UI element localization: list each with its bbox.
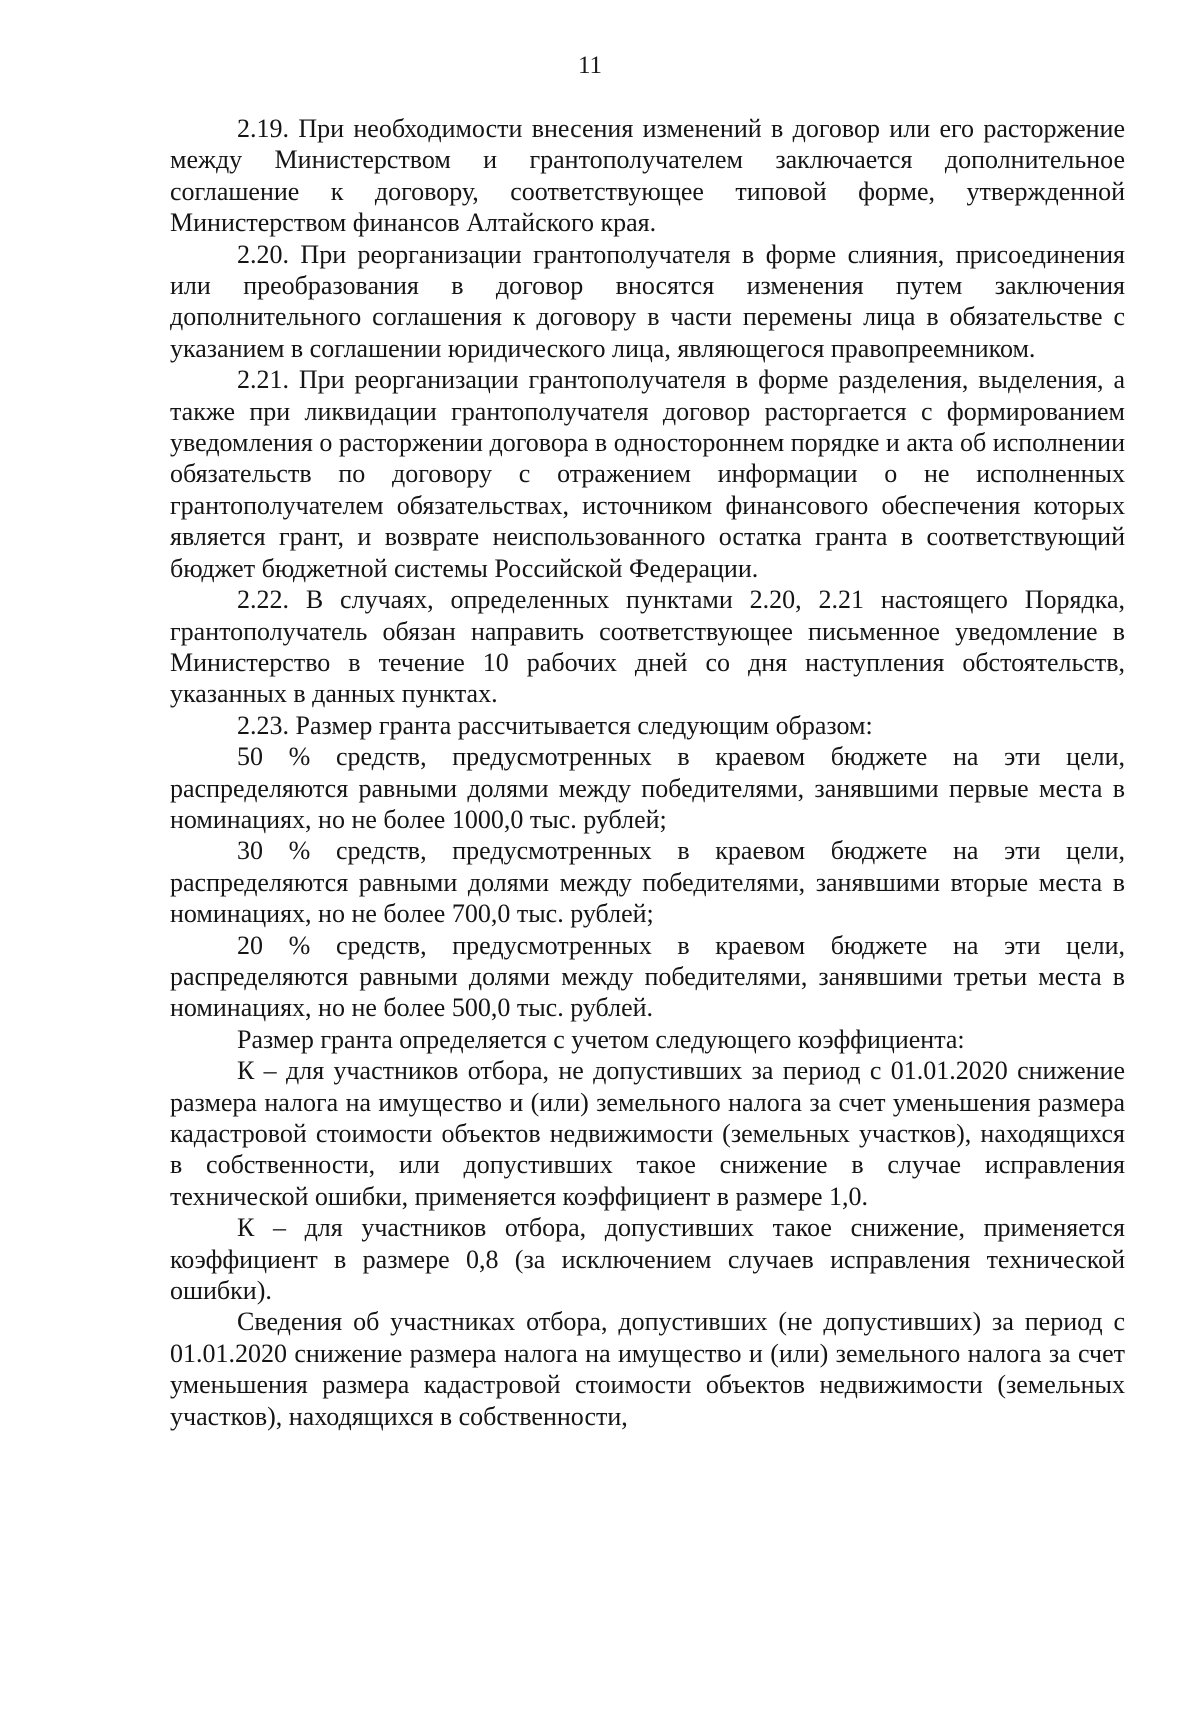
page-number: 11 [577,52,603,79]
paragraph-2-21: 2.21. При реорганизации грантополучателя в форме разделения, выделения, а также при ликвидации грантополучателя договор расторгается с формированием уведомления о расторжении договора в одностороннем порядке и акта об исполнении обязательств по договору с отражением информации о не исполненных грантополучателем обязательствах, источником финансового обеспечения которых является грант, и возврате неиспользованного остатка гранта в соответствующий бюджет бюджетной системы Российской Федерации. [170,365,1125,583]
paragraph-third-places: 20 % средств, предусмотренных в краевом бюджете на эти цели, распределяются равными долями между победителями, занявшими третьи места в номинациях, но не более 500,0 тыс. рублей. [170,930,1125,1023]
paragraph-second-places: 30 % средств, предусмотренных в краевом бюджете на эти цели, распределяются равными долями между победителями, занявшими вторые места в номинациях, но не более 700,0 тыс. рублей; [170,836,1125,929]
paragraph-coefficient-0-8: К – для участников отбора, допустивших такое снижение, применяется коэффициент в размере 0,8 (за исключением случаев исправления технической ошибки). [170,1213,1125,1306]
paragraph-2-22: 2.22. В случаях, определенных пунктами 2.20, 2.21 настоящего Порядка, грантополучатель обязан направить соответствующее письменное уведомление в Министерство в течение 10 рабочих дней со дня наступления обстоятельств, указанных в данных пунктах. [170,585,1125,709]
paragraph-2-20: 2.20. При реорганизации грантополучателя в форме слияния, присоединения или преобразования в договор вносятся изменения путем заключения дополнительного соглашения к договору в части перемены лица в обязательстве с указанием в соглашении юридического лица, являющегося правопреемником. [170,239,1125,363]
paragraph-coefficient-1-0: К – для участников отбора, не допустивших за период с 01.01.2020 снижение размера налога на имущество и (или) земельного налога за счет уменьшения размера кадастровой стоимости объектов недвижимости (земельных участков), находящихся в собственности, или допустивших такое снижение в случае исправления технической ошибки, применяется коэффициент в размере 1,0. [170,1056,1125,1211]
paragraph-2-19: 2.19. При необходимости внесения изменений в договор или его расторжение между Министерством и грантополучателем заключается дополнительное соглашение к договору, соответствующее типовой форме, утвержденной Министерством финансов Алтайского края. [170,114,1125,238]
paragraph-participants-info: Сведения об участниках отбора, допустивших (не допустивших) за период с 01.01.2020 снижение размера налога на имущество и (или) земельного налога за счет уменьшения размера кадастровой стоимости объектов недвижимости (земельных участков), находящихся в собственности, [170,1307,1125,1431]
paragraph-2-23: 2.23. Размер гранта рассчитывается следующим образом: [237,710,873,740]
document-body [170,113,1125,1432]
paragraph-coefficient-intro: Размер гранта определяется с учетом следующего коэффициента: [237,1024,965,1054]
paragraph-first-places: 50 % средств, предусмотренных в краевом бюджете на эти цели, распределяются равными долями между победителями, занявшими первые места в номинациях, но не более 1000,0 тыс. рублей; [170,742,1125,834]
